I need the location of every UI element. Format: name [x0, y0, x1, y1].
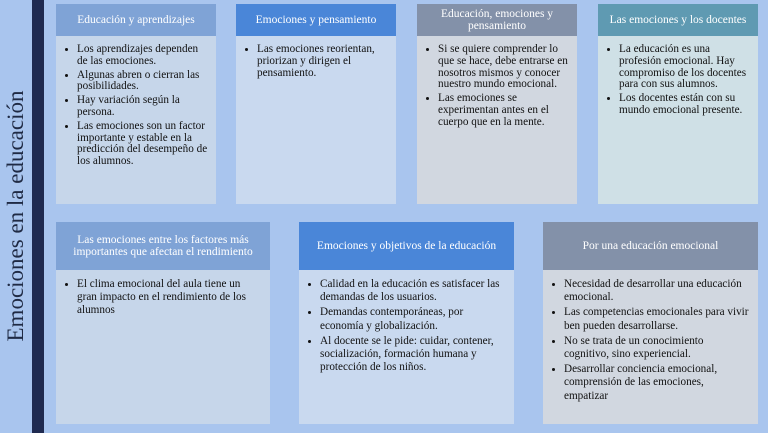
card-body: [417, 36, 577, 204]
card-item: • Las competencias emocionales para vivir ben pueden desarrollarse.: [564, 306, 750, 332]
card-title: Emociones y pensamiento: [255, 14, 377, 26]
card-item: • Demandas contemporáneas, por economía y globalización.: [320, 306, 506, 332]
card-item: • Las emociones reorientan, priorizan y dirigen el pensamiento.: [257, 44, 388, 79]
card-item: • La educación es una profesión emocional. Hay compromiso de los docentes para con sus alumnos.: [619, 44, 750, 91]
card-item: • Hay variación según la persona.: [77, 95, 208, 119]
card-educacion-emocional: [543, 222, 758, 424]
card-item: • Al docente se le pide: cuidar, contener, socialización, formación humana y protección de los niños.: [320, 335, 506, 375]
card-item: • Calidad en la educación es satisfacer las demandas de los usuarios.: [320, 278, 506, 304]
card-item: • Las emociones son un factor importante y estable en la predicción del desempeño de los alumnos.: [77, 121, 208, 168]
card-item: • Los docentes están con su mundo emocional presente.: [619, 93, 750, 117]
card-educacion-aprendizajes: [56, 4, 216, 204]
card-emociones-pensamiento: [236, 4, 396, 204]
card-factores-rendimiento: [56, 222, 270, 424]
card-header: [236, 4, 396, 36]
card-header: [56, 222, 270, 270]
card-title: Emociones y objetivos de la educación: [316, 240, 497, 252]
card-item: • Si se quiere comprender lo que se hace, debe entrarse en nosotros mismos y conocer nuestro mundo emocional.: [438, 44, 569, 91]
card-body: [56, 270, 270, 424]
card-title: Educación, emociones y pensamiento: [440, 8, 554, 32]
card-header: [543, 222, 758, 270]
card-title: Educación y aprendizajes: [77, 14, 195, 26]
title-divider-bar: [32, 0, 44, 433]
card-educacion-emociones-pensamiento: [417, 4, 577, 204]
card-body: [299, 270, 514, 424]
card-title: Por una educación emocional: [582, 240, 719, 252]
card-emociones-docentes: [598, 4, 758, 204]
card-body: [56, 36, 216, 204]
card-title: Las emociones y los docentes: [609, 14, 747, 26]
card-body: [236, 36, 396, 204]
diagram-title: Emociones en la educación: [3, 90, 28, 342]
card-header: [299, 222, 514, 270]
card-header: [56, 4, 216, 36]
card-title: Las emociones entre los factores más importantes que afectan el rendimiento: [73, 234, 253, 258]
card-body: [598, 36, 758, 204]
card-body: [543, 270, 758, 424]
card-item: • No se trata de un conocimiento cognitivo, sino experiencial.: [564, 335, 750, 361]
card-item: • Los aprendizajes dependen de las emociones.: [77, 44, 208, 68]
card-item: • El clima emocional del aula tiene un gran impacto en el rendimiento de los alumnos: [77, 278, 262, 318]
card-objetivos-educacion: [299, 222, 514, 424]
card-header: [598, 4, 758, 36]
card-item: • Desarrollar conciencia emocional, comprensión de las emociones, empatizar: [564, 363, 750, 403]
card-item: • Necesidad de desarrollar una educación emocional.: [564, 278, 750, 304]
card-item: • Algunas abren o cierran las posibilidades.: [77, 70, 208, 94]
card-item: • Las emociones se experimentan antes en el cuerpo que en la mente.: [438, 93, 569, 128]
title-panel: [0, 0, 32, 433]
card-header: [417, 4, 577, 36]
